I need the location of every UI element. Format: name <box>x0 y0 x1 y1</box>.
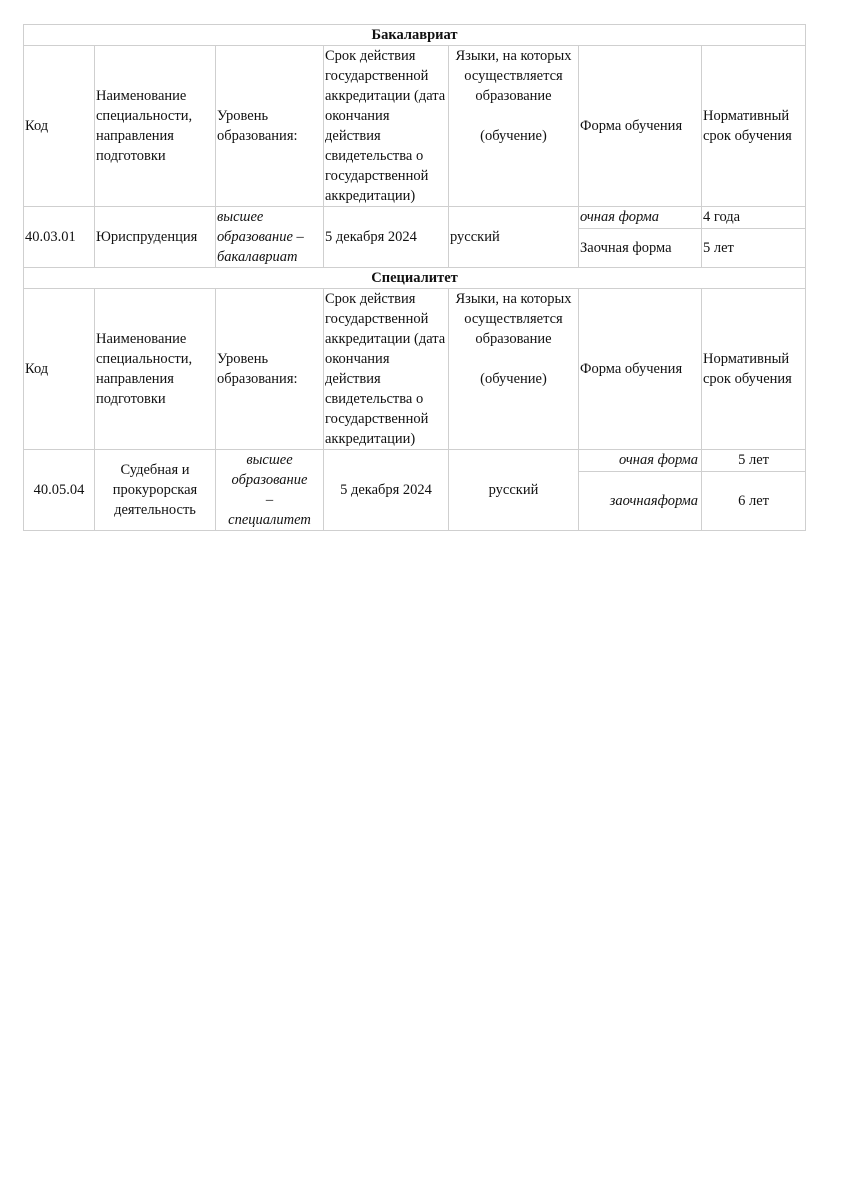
header-duration: Нормативный срок обучения <box>702 289 806 450</box>
header-form: Форма обучения <box>579 289 702 450</box>
program-level-type: специалитет <box>228 512 311 528</box>
header-duration: Нормативный срок обучения <box>702 46 806 207</box>
header-term: Срок действия государственной аккредитации (дата окончания действия свидетельства о государственной аккредитации) <box>324 289 449 450</box>
header-form: Форма обучения <box>579 46 702 207</box>
header-level: Уровень образования: <box>216 289 324 450</box>
program-code: 40.05.04 <box>24 450 95 531</box>
header-languages <box>449 46 579 207</box>
form-duration: 4 года <box>702 207 806 229</box>
header-term: Срок действия государственной аккредитации (дата окончания действия свидетельства о государственной аккредитации) <box>324 46 449 207</box>
program-code: 40.03.01 <box>24 207 95 268</box>
program-accreditation-date: 5 декабря 2024 <box>324 207 449 268</box>
form-duration: 5 лет <box>702 228 806 267</box>
form-name: очная форма <box>579 450 702 472</box>
program-language: русский <box>449 207 579 268</box>
program-name: Юриспруденция <box>95 207 216 268</box>
accreditation-table <box>23 24 806 531</box>
header-code: Код <box>24 46 95 207</box>
header-name: Наименование специальности, направления подготовки <box>95 46 216 207</box>
program-level-dash: – <box>265 492 274 508</box>
program-level: высшее образование – бакалавриат <box>216 207 324 268</box>
header-languages-text: Языки, на которых осуществляется образование <box>455 291 572 347</box>
program-accreditation-date: 5 декабря 2024 <box>324 450 449 531</box>
header-code: Код <box>24 289 95 450</box>
header-languages-note: (обучение) <box>480 128 547 144</box>
section-title-specialist: Специалитет <box>24 268 806 289</box>
form-duration: 6 лет <box>702 471 806 530</box>
program-name: Судебная и прокурорская деятельность <box>95 450 216 531</box>
program-level-line: высшее образование <box>231 452 308 488</box>
header-languages <box>449 289 579 450</box>
program-level <box>216 450 324 531</box>
header-languages-note: (обучение) <box>480 371 547 387</box>
form-name: очная форма <box>579 207 702 229</box>
header-name: Наименование специальности, направления подготовки <box>95 289 216 450</box>
header-languages-text: Языки, на которых осуществляется образование <box>455 48 572 104</box>
form-name: Заочная форма <box>579 228 702 267</box>
header-level: Уровень образования: <box>216 46 324 207</box>
section-title-bachelor: Бакалавриат <box>24 25 806 46</box>
form-name: заочнаяформа <box>579 471 702 530</box>
form-duration: 5 лет <box>702 450 806 472</box>
program-language: русский <box>449 450 579 531</box>
